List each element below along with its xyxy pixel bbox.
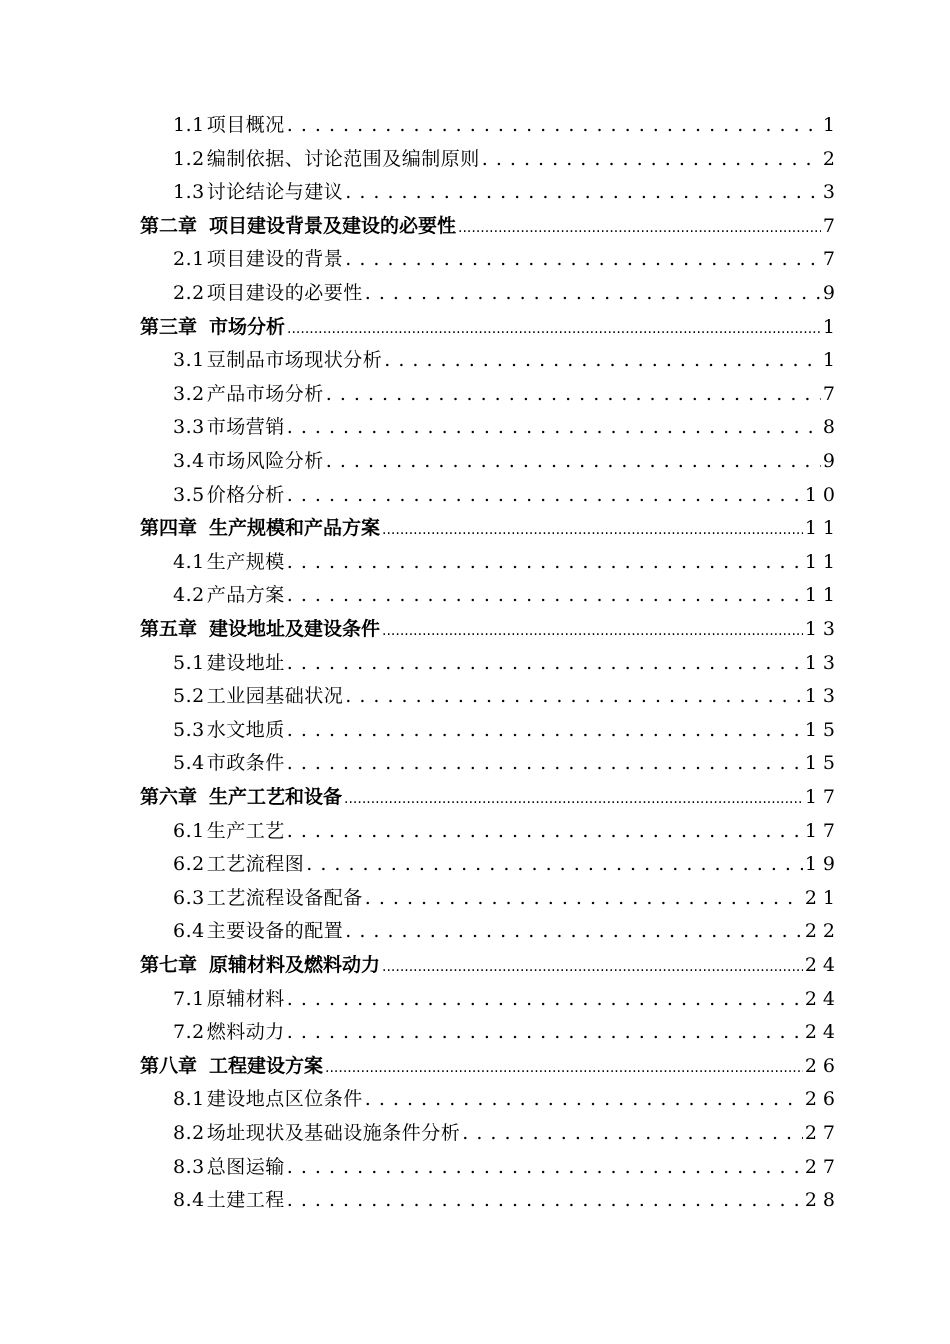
dot-leader <box>365 282 821 304</box>
toc-number: 8.4 <box>173 1189 205 1212</box>
toc-title: 项目建设的背景 <box>206 248 344 271</box>
toc-page: 9 <box>822 450 841 472</box>
toc-chapter[interactable] <box>140 782 841 809</box>
toc-number: 4.2 <box>173 584 205 607</box>
toc-title: 市政条件 <box>206 752 285 775</box>
toc-number: 3.1 <box>173 349 205 372</box>
toc-page: 26 <box>804 1054 841 1077</box>
toc-page: 9 <box>822 282 841 304</box>
toc-page: 7 <box>822 248 841 271</box>
toc-title: 市场营销 <box>206 416 285 439</box>
chapter-title: 工程建设方案 <box>209 1054 324 1077</box>
chapter-number: 第七章 <box>140 954 198 976</box>
toc-title: 建设地址 <box>206 651 285 674</box>
dot-leader <box>287 752 803 774</box>
toc-page: 19 <box>804 853 841 876</box>
toc-page: 8 <box>822 416 841 439</box>
chapter-title: 建设地址及建设条件 <box>209 618 381 640</box>
toc-number: 2.2 <box>173 282 205 304</box>
dot-leader <box>287 719 803 741</box>
toc-number: 1.3 <box>173 181 205 204</box>
toc-title: 主要设备的配置 <box>206 920 344 943</box>
toc-title: 场址现状及基础设施条件分析 <box>206 1122 461 1144</box>
dot-leader <box>365 887 803 909</box>
toc-entry[interactable] <box>173 244 841 271</box>
dot-leader <box>382 517 803 539</box>
toc-entry[interactable] <box>173 1084 841 1111</box>
toc-title: 生产工艺 <box>206 819 285 842</box>
toc-page: 27 <box>804 1122 841 1144</box>
toc-title: 建设地点区位条件 <box>206 1088 363 1111</box>
toc-page: 1 <box>822 315 841 338</box>
toc-number: 3.2 <box>173 382 205 405</box>
toc-entry[interactable] <box>173 547 841 574</box>
toc-number: 4.1 <box>173 550 205 573</box>
dot-leader <box>287 1021 803 1043</box>
dot-leader <box>344 786 803 808</box>
toc-page: 13 <box>804 685 841 708</box>
toc-page: 7 <box>822 382 841 405</box>
dot-leader <box>325 1055 803 1077</box>
toc-page: 11 <box>804 517 841 540</box>
dot-leader <box>384 349 821 371</box>
dot-leader <box>345 920 803 942</box>
toc-page: 22 <box>804 920 841 943</box>
toc-entry[interactable] <box>173 379 841 406</box>
toc-number: 5.4 <box>173 752 205 775</box>
toc-title: 项目建设的必要性 <box>206 282 363 304</box>
toc-page: 27 <box>804 1155 841 1178</box>
toc-title: 讨论结论与建议 <box>206 181 344 204</box>
toc-entry[interactable] <box>173 177 841 204</box>
toc-entry[interactable] <box>173 278 841 305</box>
dot-leader <box>345 248 821 270</box>
toc-page: 24 <box>804 1021 841 1044</box>
chapter-title: 原辅材料及燃料动力 <box>209 954 381 976</box>
toc-entry[interactable] <box>173 412 841 439</box>
chapter-number: 第八章 <box>140 1054 198 1077</box>
toc-title: 产品方案 <box>206 584 285 607</box>
dot-leader <box>287 1189 803 1211</box>
toc-entry[interactable] <box>173 681 841 708</box>
toc-title: 燃料动力 <box>206 1021 285 1044</box>
toc-entry[interactable] <box>173 1017 841 1044</box>
toc-chapter[interactable] <box>140 312 841 339</box>
dot-leader <box>365 1088 803 1110</box>
toc-title: 项目概况 <box>206 114 285 136</box>
toc-page: 13 <box>804 651 841 674</box>
dot-leader <box>287 584 803 606</box>
toc-title: 原辅材料 <box>206 987 285 1010</box>
dot-leader <box>287 652 803 674</box>
chapter-title: 生产工艺和设备 <box>209 786 343 808</box>
dot-leader <box>482 148 821 170</box>
toc-entry[interactable] <box>173 580 841 607</box>
toc-title: 豆制品市场现状分析 <box>206 349 383 372</box>
toc-title: 工业园基础状况 <box>206 685 344 708</box>
chapter-number: 第三章 <box>140 315 198 338</box>
toc-title: 产品市场分析 <box>206 382 324 405</box>
toc-number: 8.3 <box>173 1155 205 1178</box>
dot-leader <box>287 114 821 136</box>
dot-leader <box>287 551 803 573</box>
chapter-title: 项目建设背景及建设的必要性 <box>209 214 457 237</box>
toc-number: 8.2 <box>173 1122 205 1144</box>
chapter-title: 市场分析 <box>209 315 286 338</box>
dot-leader <box>287 820 803 842</box>
toc-title: 生产规模 <box>206 550 285 573</box>
toc-title: 水文地质 <box>206 718 285 741</box>
toc-entry[interactable] <box>173 883 841 910</box>
toc-entry[interactable] <box>173 715 841 742</box>
dot-leader <box>287 316 821 338</box>
toc-entry[interactable] <box>173 748 841 775</box>
toc-page: 13 <box>804 618 841 640</box>
toc-title: 工艺流程图 <box>206 853 305 876</box>
toc-entry[interactable] <box>173 916 841 943</box>
dot-leader <box>382 954 803 976</box>
toc-number: 1.1 <box>173 114 205 136</box>
toc-number: 6.2 <box>173 853 205 876</box>
dot-leader <box>345 181 821 203</box>
toc-title: 市场风险分析 <box>206 450 324 472</box>
toc-page: 1 <box>822 114 841 136</box>
toc-page: 28 <box>804 1189 841 1212</box>
toc-title: 总图运输 <box>206 1155 285 1178</box>
chapter-title: 生产规模和产品方案 <box>209 517 381 540</box>
toc-entry[interactable] <box>173 345 841 372</box>
chapter-number: 第四章 <box>140 517 198 540</box>
toc-entry[interactable] <box>173 446 841 473</box>
toc-number: 5.2 <box>173 685 205 708</box>
dot-leader <box>326 450 821 472</box>
toc-number: 2.1 <box>173 248 205 271</box>
toc-title: 工艺流程设备配备 <box>206 886 363 909</box>
toc-page: 24 <box>804 954 841 976</box>
toc-page: 11 <box>804 550 841 573</box>
dot-leader <box>287 988 803 1010</box>
toc-title: 价格分析 <box>206 483 285 506</box>
toc-number: 8.1 <box>173 1088 205 1111</box>
toc-page: 17 <box>804 786 841 808</box>
toc-chapter[interactable] <box>140 513 841 540</box>
toc-page: 2 <box>822 147 841 170</box>
toc-page: 15 <box>804 752 841 775</box>
toc-page: 15 <box>804 718 841 741</box>
toc-number: 6.1 <box>173 819 205 842</box>
toc-entry[interactable] <box>173 984 841 1011</box>
toc-entry[interactable] <box>173 110 841 137</box>
toc-entry[interactable] <box>173 1152 841 1179</box>
toc-chapter[interactable] <box>140 211 841 238</box>
toc-title: 编制依据、讨论范围及编制原则 <box>206 147 480 170</box>
toc-page: 11 <box>804 584 841 607</box>
dot-leader <box>458 215 821 237</box>
dot-leader <box>287 1156 803 1178</box>
toc-number: 6.3 <box>173 886 205 909</box>
toc-page: 24 <box>804 987 841 1010</box>
toc-entry[interactable] <box>173 816 841 843</box>
toc-number: 7.2 <box>173 1021 205 1044</box>
toc-chapter[interactable] <box>140 614 841 641</box>
toc-entry[interactable] <box>173 1118 841 1145</box>
dot-leader <box>326 383 821 405</box>
toc-chapter[interactable] <box>140 1051 841 1078</box>
toc-entry[interactable] <box>173 144 841 171</box>
dot-leader <box>306 853 803 875</box>
toc-page: 7 <box>822 214 841 237</box>
toc-number: 3.3 <box>173 416 205 439</box>
toc-title: 土建工程 <box>206 1189 285 1212</box>
toc-number: 3.4 <box>173 450 205 472</box>
toc-entry[interactable] <box>173 480 841 507</box>
toc-number: 3.5 <box>173 483 205 506</box>
toc-page: 21 <box>804 886 841 909</box>
dot-leader <box>462 1122 803 1144</box>
toc-page: 26 <box>804 1088 841 1111</box>
dot-leader <box>382 618 803 640</box>
toc-number: 5.3 <box>173 718 205 741</box>
dot-leader <box>287 484 803 506</box>
toc-entry[interactable] <box>173 1185 841 1212</box>
toc-number: 6.4 <box>173 920 205 943</box>
toc-entry[interactable] <box>173 849 841 876</box>
toc-number: 1.2 <box>173 147 205 170</box>
toc-page: 10 <box>804 483 841 506</box>
toc-entry[interactable] <box>173 648 841 675</box>
toc-page: 1 <box>822 349 841 372</box>
chapter-number: 第五章 <box>140 618 198 640</box>
dot-leader <box>287 416 821 438</box>
dot-leader <box>345 685 803 707</box>
chapter-number: 第二章 <box>140 214 198 237</box>
chapter-number: 第六章 <box>140 786 198 808</box>
toc-number: 7.1 <box>173 987 205 1010</box>
toc-page: 3 <box>822 181 841 204</box>
toc-chapter[interactable] <box>140 950 841 977</box>
toc-number: 5.1 <box>173 651 205 674</box>
toc-page: 17 <box>804 819 841 842</box>
